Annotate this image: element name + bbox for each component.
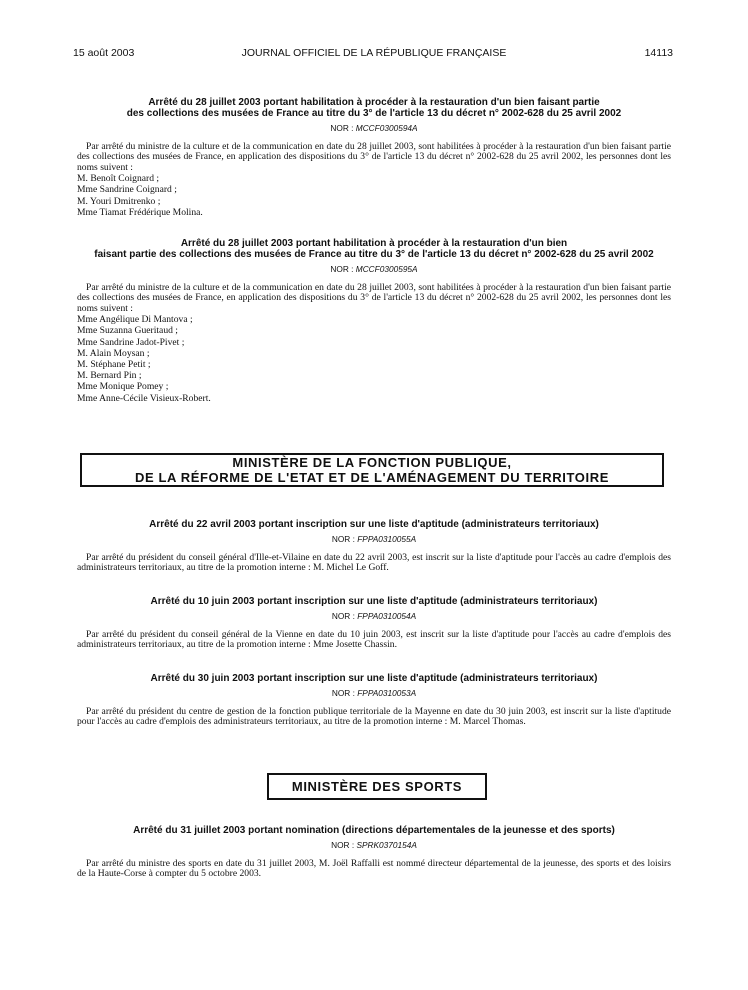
nor-reference: NOR : FPPA0310054A (331, 611, 417, 621)
arrete-paragraph: Par arrêté du ministre de la culture et de la communication en date du 28 juillet 2003, sont habilitées à procéder à la restauration d'un bien faisant partie des collections des musées de France, en application des dispositions du 3° de l'article 13 du décret n° 2002-628 du 25 avril 2002, les personnes dont les noms suivent : (77, 141, 671, 173)
nor-reference: NOR : SPRK0370154A (331, 840, 417, 850)
arrete-body (77, 283, 671, 404)
nor-reference: NOR : MCCF0300595A (330, 264, 418, 274)
arrete-culture-1 (0, 97, 748, 218)
list-item: Mme Monique Pomey ; (77, 381, 169, 393)
arrete-title: Arrêté du 28 juillet 2003 portant habilitation à procéder à la restauration d'un bien faisant partie des collections des musées de France au titre du 3° de l'article 13 du décret n° 2002-628 du 25 avril 2002 (94, 238, 654, 260)
names-list (77, 314, 671, 404)
arrete-title: Arrêté du 10 juin 2003 portant inscription sur une liste d'aptitude (administrateurs territoriaux) (150, 596, 598, 607)
arrete-title: Arrêté du 30 juin 2003 portant inscription sur une liste d'aptitude (administrateurs territoriaux) (150, 673, 598, 684)
arrete-body (77, 630, 671, 651)
arrete-fonction-publique-1 (0, 519, 748, 574)
arrete-culture-2 (0, 238, 748, 404)
arrete-body (77, 707, 671, 728)
arrete-paragraph: Par arrêté du président du centre de gestion de la fonction publique territoriale de la Mayenne en date du 30 juin 2003, est inscrit sur la liste d'aptitude pour l'accès au cadre d'emplois des administrateurs territoriaux, au titre de la promotion interne : M. Marcel Thomas. (77, 706, 671, 728)
ministry-banner-sports: MINISTÈRE DES SPORTS (267, 773, 487, 800)
arrete-title: Arrêté du 22 avril 2003 portant inscription sur une liste d'aptitude (administrateurs territoriaux) (149, 519, 599, 530)
header-journal-title: JOURNAL OFFICIEL DE LA RÉPUBLIQUE FRANÇAISE (241, 47, 507, 59)
names-list (77, 173, 671, 218)
arrete-title: Arrêté du 31 juillet 2003 portant nomination (directions départementales de la jeunesse et des sports) (133, 825, 615, 836)
nor-reference: NOR : FPPA0310053A (331, 688, 417, 698)
list-item: Mme Anne-Cécile Visieux-Robert. (77, 392, 211, 404)
arrete-body (77, 142, 671, 218)
list-item: M. Alain Moysan ; (77, 347, 150, 359)
list-item: Mme Tiamat Frédérique Molina. (77, 206, 203, 218)
list-item: Mme Sandrine Jadot-Pivet ; (77, 336, 185, 348)
arrete-sports-1 (0, 825, 748, 880)
ministry-banner-fonction-publique: MINISTÈRE DE LA FONCTION PUBLIQUE, DE LA RÉFORME DE L'ETAT ET DE L'AMÉNAGEMENT DU TERRITOIRE (80, 453, 664, 487)
arrete-paragraph: Par arrêté du président du conseil général de la Vienne en date du 10 juin 2003, est inscrit sur la liste d'aptitude pour l'accès au cadre d'emplois des administrateurs territoriaux, au titre de la promotion interne : Mme Josette Chassin. (77, 629, 671, 651)
arrete-paragraph: Par arrêté du ministre de la culture et de la communication en date du 28 juillet 2003, sont habilitées à procéder à la restauration d'un bien faisant partie des collections des musées de France, en application des dispositions du 3° de l'article 13 du décret n° 2002-628 du 25 avril 2002, les personnes dont les noms suivent : (77, 282, 671, 314)
arrete-fonction-publique-2 (0, 596, 748, 651)
list-item: Mme Suzanna Gueritaud ; (77, 325, 178, 337)
list-item: M. Benoît Coignard ; (77, 173, 160, 185)
list-item: Mme Angélique Di Mantova ; (77, 314, 193, 326)
arrete-body (77, 859, 671, 880)
list-item: Mme Sandrine Coignard ; (77, 184, 177, 196)
arrete-paragraph: Par arrêté du président du conseil général d'Ille-et-Vilaine en date du 22 avril 2003, est inscrit sur la liste d'aptitude pour l'accès au cadre d'emplois des administrateurs territoriaux, au titre de la promotion interne : M. Michel Le Goff. (77, 552, 671, 574)
nor-reference: NOR : MCCF0300594A (330, 123, 418, 133)
arrete-body (77, 553, 671, 574)
arrete-fonction-publique-3 (0, 673, 748, 728)
list-item: M. Youri Dmitrenko ; (77, 195, 161, 207)
arrete-title: Arrêté du 28 juillet 2003 portant habilitation à procéder à la restauration d'un bien faisant partie des collections des musées de France au titre du 3° de l'article 13 du décret n° 2002-628 du 25 avril 2002 (126, 97, 622, 119)
list-item: M. Bernard Pin ; (77, 370, 142, 382)
list-item: M. Stéphane Petit ; (77, 359, 151, 371)
header-page-number: 14113 (644, 47, 673, 59)
nor-reference: NOR : FPPA0310055A (331, 534, 417, 544)
header-date: 15 août 2003 (73, 47, 135, 59)
arrete-paragraph: Par arrêté du ministre des sports en date du 31 juillet 2003, M. Joël Raffalli est nommé directeur départemental de la jeunesse, des sports et des loisirs de la Haute-Corse à compter du 5 octobre 2003. (77, 858, 671, 880)
